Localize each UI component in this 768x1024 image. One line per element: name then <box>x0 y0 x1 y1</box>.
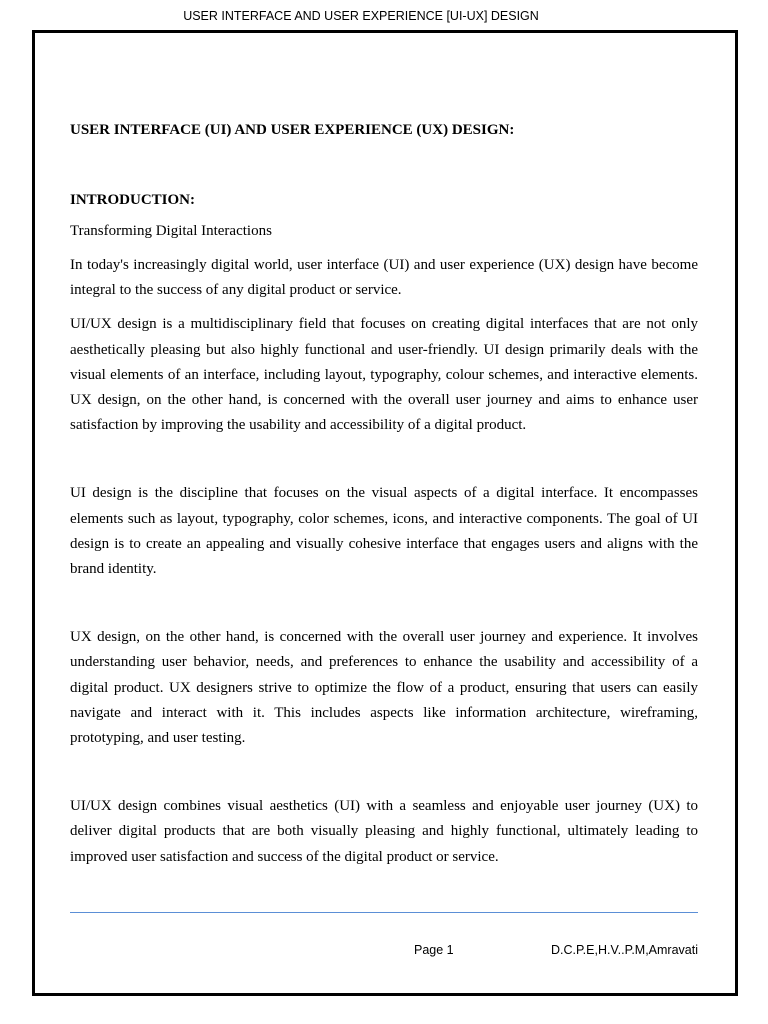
document-body <box>70 120 698 870</box>
footer-organization: D.C.P.E,H.V..P.M,Amravati <box>550 943 698 957</box>
subheading: Transforming Digital Interactions <box>70 223 272 239</box>
section-heading-introduction: INTRODUCTION: <box>70 192 196 208</box>
document-title: USER INTERFACE (UI) AND USER EXPERIENCE (UX) DESIGN: <box>70 122 515 138</box>
running-header: USER INTERFACE AND USER EXPERIENCE [UI-UX] DESIGN <box>183 9 539 23</box>
footer-rule <box>70 912 698 913</box>
footer-page-number: Page 1 <box>414 943 454 957</box>
paragraph-3: UI design is the discipline that focuses on the visual aspects of a digital interface. It encompasses elements such as layout, typography, color schemes, icons, and interactive components. The goal of UI design is to create an appealing and visually cohesive interface that engages users and aligns with the brand identity. <box>70 485 698 578</box>
paragraph-2: UI/UX design is a multidisciplinary field that focuses on creating digital interfaces that are not only aesthetically pleasing but also highly functional and user-friendly. UI design primarily deals with the visual elements of an interface, including layout, typography, colour schemes, and interactive elements. UX design, on the other hand, is concerned with the overall user journey and aims to enhance user satisfaction by improving the usability and accessibility of a digital product. <box>70 316 698 434</box>
paragraph-1: In today's increasingly digital world, user interface (UI) and user experience (UX) design have become integral to the success of any digital product or service. <box>70 257 698 299</box>
paragraph-4: UX design, on the other hand, is concerned with the overall user journey and experience. It involves understanding user behavior, needs, and preferences to enhance the usability and accessibility of a digital product. UX designers strive to optimize the flow of a product, ensuring that users can easily navigate and interact with it. This includes aspects like information architecture, wireframing, prototyping, and user testing. <box>70 629 698 747</box>
paragraph-5: UI/UX design combines visual aesthetics (UI) with a seamless and enjoyable user journey (UX) to deliver digital products that are both visually pleasing and highly functional, ultimately leading to improved user satisfaction and success of the digital product or service. <box>70 798 698 865</box>
